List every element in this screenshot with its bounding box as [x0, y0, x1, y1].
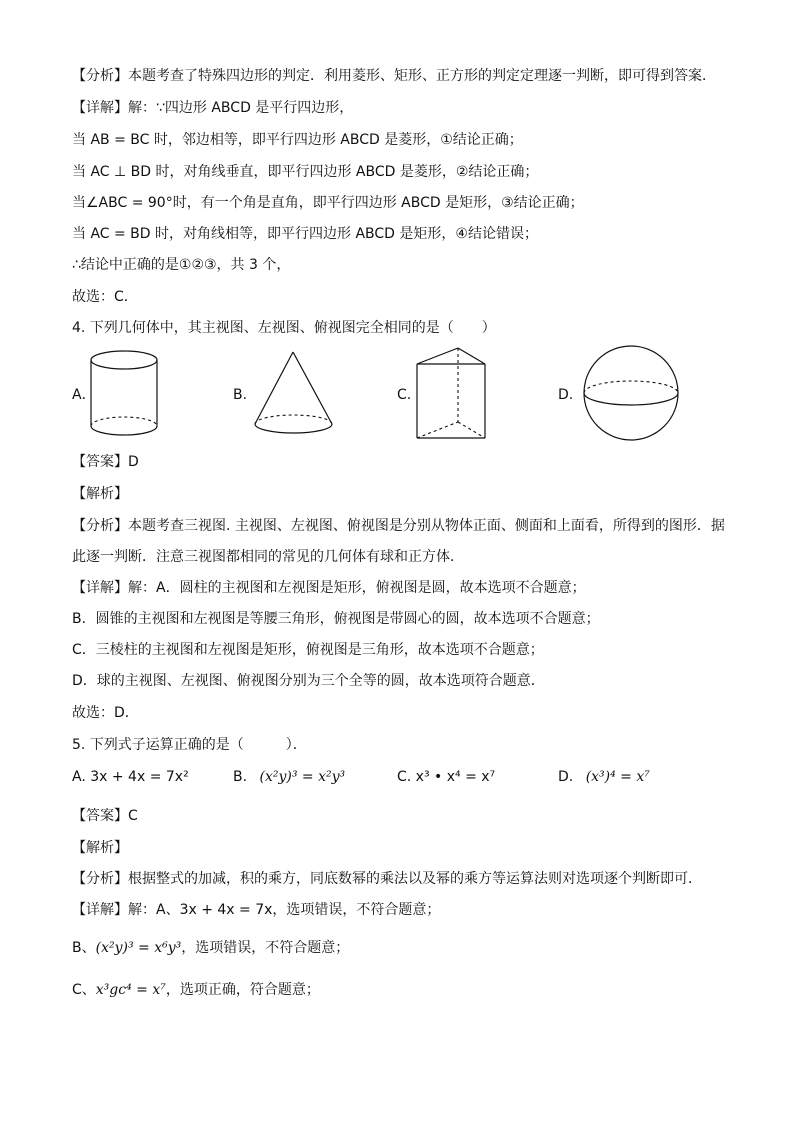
- q4-detail-line: 【详解】解：A．圆柱的主视图和左视图是矩形，俯视图是圆，故本选项不合题意；: [72, 580, 586, 596]
- detail-line: 【详解】解：∵四边形 ABCD 是平行四边形，: [72, 100, 354, 116]
- q4-answer: 【答案】D: [72, 454, 139, 470]
- q4-option-d-label: D.: [558, 387, 574, 403]
- q5-option-d: [558, 767, 650, 787]
- detail-line: 当∠ABC = 90°时，有一个角是直角，即平行四边形 ABCD 是矩形，③结论正确；: [72, 195, 584, 211]
- q5-option-b-expression: (x²y)³ = x²y³: [259, 769, 346, 785]
- q5-option-b: [233, 767, 345, 787]
- detail-line: 当 AB = BC 时，邻边相等，即平行四边形 ABCD 是菱形，①结论正确；: [72, 132, 523, 148]
- q5-detail-b-suffix: ，选项错误，不符合题意；: [181, 940, 350, 956]
- q5-detail-c-expression: x³gc⁴ = x⁷: [95, 982, 166, 998]
- q4-analysis-line: 此逐一判断．注意三视图都相同的常见的几何体有球和正方体．: [72, 549, 464, 565]
- q5-detail-b-expression: (x²y)³ = x⁶y³: [95, 940, 182, 956]
- q5-detail-b-prefix: B、: [72, 940, 96, 956]
- sphere-figure: [582, 344, 680, 442]
- q5-answer: 【答案】C: [72, 808, 138, 824]
- q5-detail-line-c: [72, 980, 320, 1000]
- detail-line: 当 AC = BD 时，对角线相等，即平行四边形 ABCD 是矩形，④结论错误；: [72, 226, 538, 242]
- q4-analysis-line: 【分析】本题考查三视图. 主视图、左视图、俯视图是分别从物体正面、侧面和上面看，所得到的图形．据: [72, 518, 725, 534]
- q4-option-c-label: C.: [397, 387, 412, 403]
- q5-detail-c-prefix: C、: [72, 982, 96, 998]
- q4-explanation-heading: 【解析】: [72, 486, 128, 502]
- q5-option-d-label: D.: [558, 769, 574, 785]
- q5-detail-line-a: 【详解】解：A、3x + 4x = 7x，选项错误，不符合题意；: [72, 902, 441, 918]
- q4-option-a-label: A．: [72, 387, 96, 403]
- q5-option-c: C. x³ • x⁴ = x⁷: [397, 769, 496, 785]
- cone-figure: [252, 350, 336, 438]
- question-5: 5. 下列式子运算正确的是（ ）．: [72, 737, 307, 753]
- detail-line: 当 AC ⊥ BD 时，对角线垂直，即平行四边形 ABCD 是菱形，②结论正确；: [72, 164, 539, 180]
- q4-detail-line: D．球的主视图、左视图、俯视图分别为三个全等的圆，故本选项符合题意．: [72, 673, 545, 689]
- q4-detail-line: B．圆锥的主视图和左视图是等腰三角形，俯视图是带圆心的圆，故本选项不合题意；: [72, 611, 600, 627]
- q5-analysis-line: 【分析】根据整式的加减，积的乘方，同底数幂的乘法以及幂的乘方等运算法则对选项逐个判断即可．: [72, 871, 702, 887]
- q5-detail-line-b: [72, 938, 349, 958]
- q5-option-d-expression: (x³)⁴ = x⁷: [585, 769, 650, 785]
- cylinder-figure: [88, 350, 162, 438]
- q4-choice: 故选：D．: [72, 705, 139, 721]
- triangular-prism-figure: [414, 346, 488, 442]
- q5-explanation-heading: 【解析】: [72, 840, 128, 856]
- analysis-line: 【分析】本题考查了特殊四边形的判定．利用菱形、矩形、正方形的判定定理逐一判断，即可得到答案．: [72, 68, 716, 84]
- conclusion-line: ∴结论中正确的是①②③，共 3 个，: [72, 257, 291, 273]
- choice-line: 故选：C．: [72, 289, 138, 305]
- q5-detail-c-suffix: ，选项正确，符合题意；: [165, 982, 320, 998]
- q4-option-b-label: B.: [233, 387, 248, 403]
- q5-option-b-label: B.: [233, 769, 248, 785]
- q4-detail-line: C．三棱柱的主视图和左视图是矩形，俯视图是三角形，故本选项不合题意；: [72, 642, 544, 658]
- question-4: 4. 下列几何体中，其主视图、左视图、俯视图完全相同的是（ ）: [72, 320, 496, 336]
- q5-option-a: A. 3x + 4x = 7x²: [72, 769, 189, 785]
